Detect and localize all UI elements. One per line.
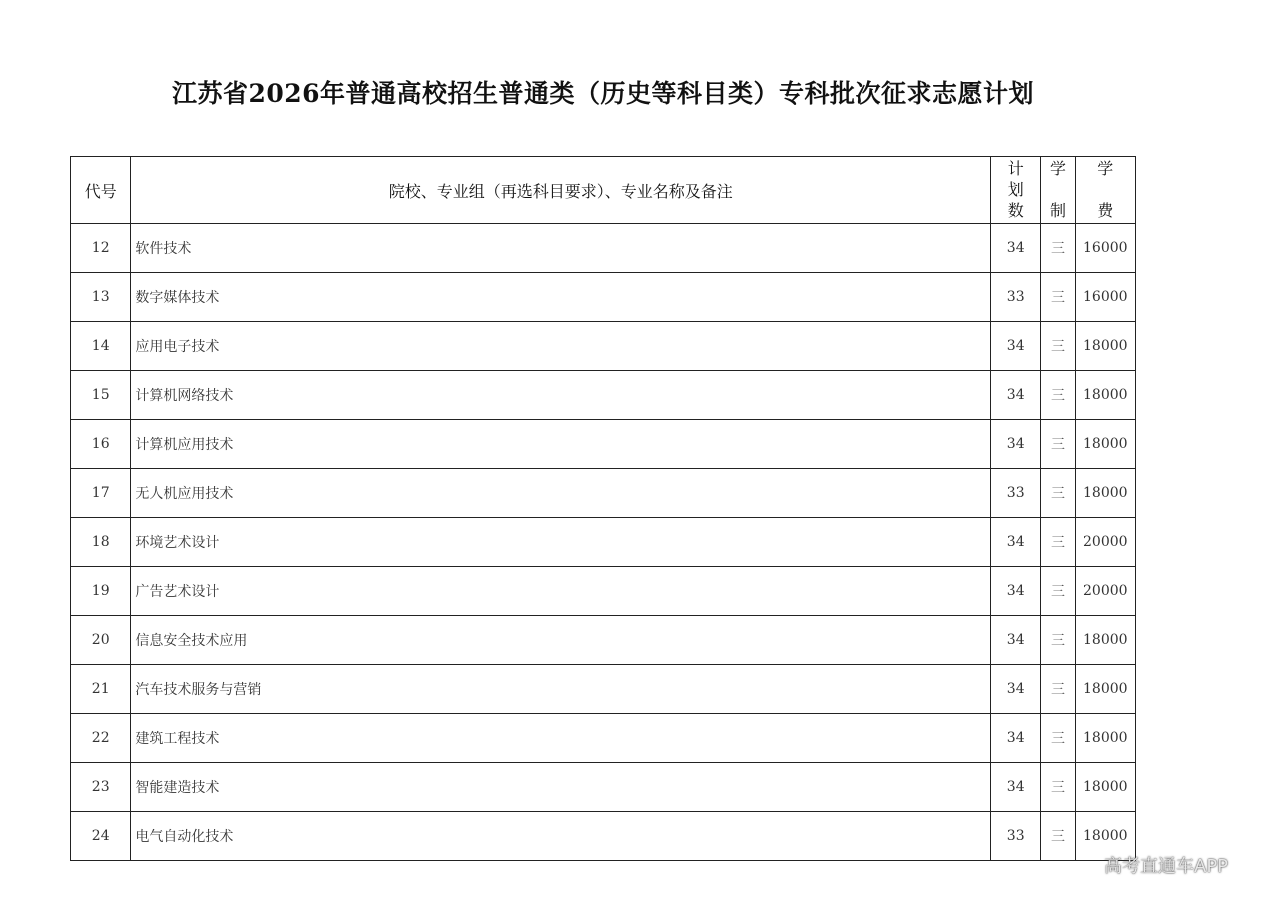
table-row bbox=[71, 371, 1136, 420]
row-plan-count: 34 bbox=[991, 420, 1041, 469]
row-major-name: 电气自动化技术 bbox=[131, 812, 991, 861]
row-code: 16 bbox=[71, 420, 131, 469]
header-fee-char-1: 学 bbox=[1097, 159, 1114, 178]
row-major-name: 计算机应用技术 bbox=[131, 420, 991, 469]
watermark-text: 高考直通车APP bbox=[1104, 856, 1229, 877]
row-plan-count: 34 bbox=[991, 616, 1041, 665]
row-major-name: 应用电子技术 bbox=[131, 322, 991, 371]
row-major-name: 汽车技术服务与营销 bbox=[131, 665, 991, 714]
table-header-row bbox=[71, 157, 1136, 224]
row-major-name: 环境艺术设计 bbox=[131, 518, 991, 567]
header-plan-char-1: 计 bbox=[1007, 159, 1024, 178]
row-code: 14 bbox=[71, 322, 131, 371]
row-plan-count: 34 bbox=[991, 665, 1041, 714]
table-row bbox=[71, 616, 1136, 665]
header-plan-char-3: 数 bbox=[1007, 200, 1024, 220]
header-name: 院校、专业组（再选科目要求）、专业名称及备注 bbox=[131, 157, 991, 224]
table-row bbox=[71, 812, 1136, 861]
header-plan-char-2: 划 bbox=[1007, 179, 1024, 199]
table-row bbox=[71, 714, 1136, 763]
row-code: 13 bbox=[71, 273, 131, 322]
row-fee: 20000 bbox=[1075, 567, 1135, 616]
header-years-char-1: 学 bbox=[1049, 159, 1066, 178]
row-years: 三 bbox=[1041, 812, 1075, 861]
row-fee: 18000 bbox=[1075, 665, 1135, 714]
row-years: 三 bbox=[1041, 567, 1075, 616]
row-fee: 18000 bbox=[1075, 763, 1135, 812]
table-row bbox=[71, 420, 1136, 469]
row-years: 三 bbox=[1041, 322, 1075, 371]
row-code: 20 bbox=[71, 616, 131, 665]
row-years: 三 bbox=[1041, 714, 1075, 763]
row-years: 三 bbox=[1041, 273, 1075, 322]
header-fee-char-2: 费 bbox=[1097, 200, 1114, 220]
row-code: 17 bbox=[71, 469, 131, 518]
row-fee: 16000 bbox=[1075, 224, 1135, 273]
row-major-name: 计算机网络技术 bbox=[131, 371, 991, 420]
row-years: 三 bbox=[1041, 665, 1075, 714]
header-fee bbox=[1075, 157, 1135, 224]
row-years: 三 bbox=[1041, 224, 1075, 273]
row-years: 三 bbox=[1041, 420, 1075, 469]
row-fee: 18000 bbox=[1075, 469, 1135, 518]
row-major-name: 建筑工程技术 bbox=[131, 714, 991, 763]
row-fee: 18000 bbox=[1075, 812, 1135, 861]
row-fee: 20000 bbox=[1075, 518, 1135, 567]
header-plan bbox=[991, 157, 1041, 224]
table-row bbox=[71, 665, 1136, 714]
row-fee: 18000 bbox=[1075, 322, 1135, 371]
row-major-name: 信息安全技术应用 bbox=[131, 616, 991, 665]
row-fee: 18000 bbox=[1075, 616, 1135, 665]
row-fee: 18000 bbox=[1075, 420, 1135, 469]
row-code: 19 bbox=[71, 567, 131, 616]
row-years: 三 bbox=[1041, 518, 1075, 567]
row-plan-count: 34 bbox=[991, 322, 1041, 371]
row-plan-count: 33 bbox=[991, 273, 1041, 322]
row-years: 三 bbox=[1041, 616, 1075, 665]
table-body bbox=[71, 224, 1136, 861]
table-row bbox=[71, 469, 1136, 518]
enrollment-plan-table bbox=[70, 156, 1136, 861]
row-major-name: 数字媒体技术 bbox=[131, 273, 991, 322]
header-years-char-2: 制 bbox=[1049, 200, 1066, 220]
row-plan-count: 34 bbox=[991, 763, 1041, 812]
table-row bbox=[71, 518, 1136, 567]
header-code: 代号 bbox=[71, 157, 131, 224]
row-plan-count: 34 bbox=[991, 224, 1041, 273]
table-row bbox=[71, 322, 1136, 371]
row-code: 18 bbox=[71, 518, 131, 567]
table-row bbox=[71, 567, 1136, 616]
row-fee: 18000 bbox=[1075, 714, 1135, 763]
row-plan-count: 34 bbox=[991, 518, 1041, 567]
row-code: 24 bbox=[71, 812, 131, 861]
table-row bbox=[71, 763, 1136, 812]
row-plan-count: 34 bbox=[991, 714, 1041, 763]
row-code: 22 bbox=[71, 714, 131, 763]
row-years: 三 bbox=[1041, 763, 1075, 812]
row-plan-count: 34 bbox=[991, 567, 1041, 616]
row-years: 三 bbox=[1041, 469, 1075, 518]
row-plan-count: 33 bbox=[991, 812, 1041, 861]
row-years: 三 bbox=[1041, 371, 1075, 420]
document-title: 江苏省2026年普通高校招生普通类（历史等科目类）专科批次征求志愿计划 bbox=[171, 79, 1035, 108]
header-years bbox=[1041, 157, 1075, 224]
row-code: 23 bbox=[71, 763, 131, 812]
row-fee: 16000 bbox=[1075, 273, 1135, 322]
row-code: 15 bbox=[71, 371, 131, 420]
row-plan-count: 33 bbox=[991, 469, 1041, 518]
row-code: 12 bbox=[71, 224, 131, 273]
row-fee: 18000 bbox=[1075, 371, 1135, 420]
row-major-name: 智能建造技术 bbox=[131, 763, 991, 812]
row-plan-count: 34 bbox=[991, 371, 1041, 420]
row-code: 21 bbox=[71, 665, 131, 714]
row-major-name: 广告艺术设计 bbox=[131, 567, 991, 616]
row-major-name: 无人机应用技术 bbox=[131, 469, 991, 518]
row-major-name: 软件技术 bbox=[131, 224, 991, 273]
table-row bbox=[71, 224, 1136, 273]
table-row bbox=[71, 273, 1136, 322]
